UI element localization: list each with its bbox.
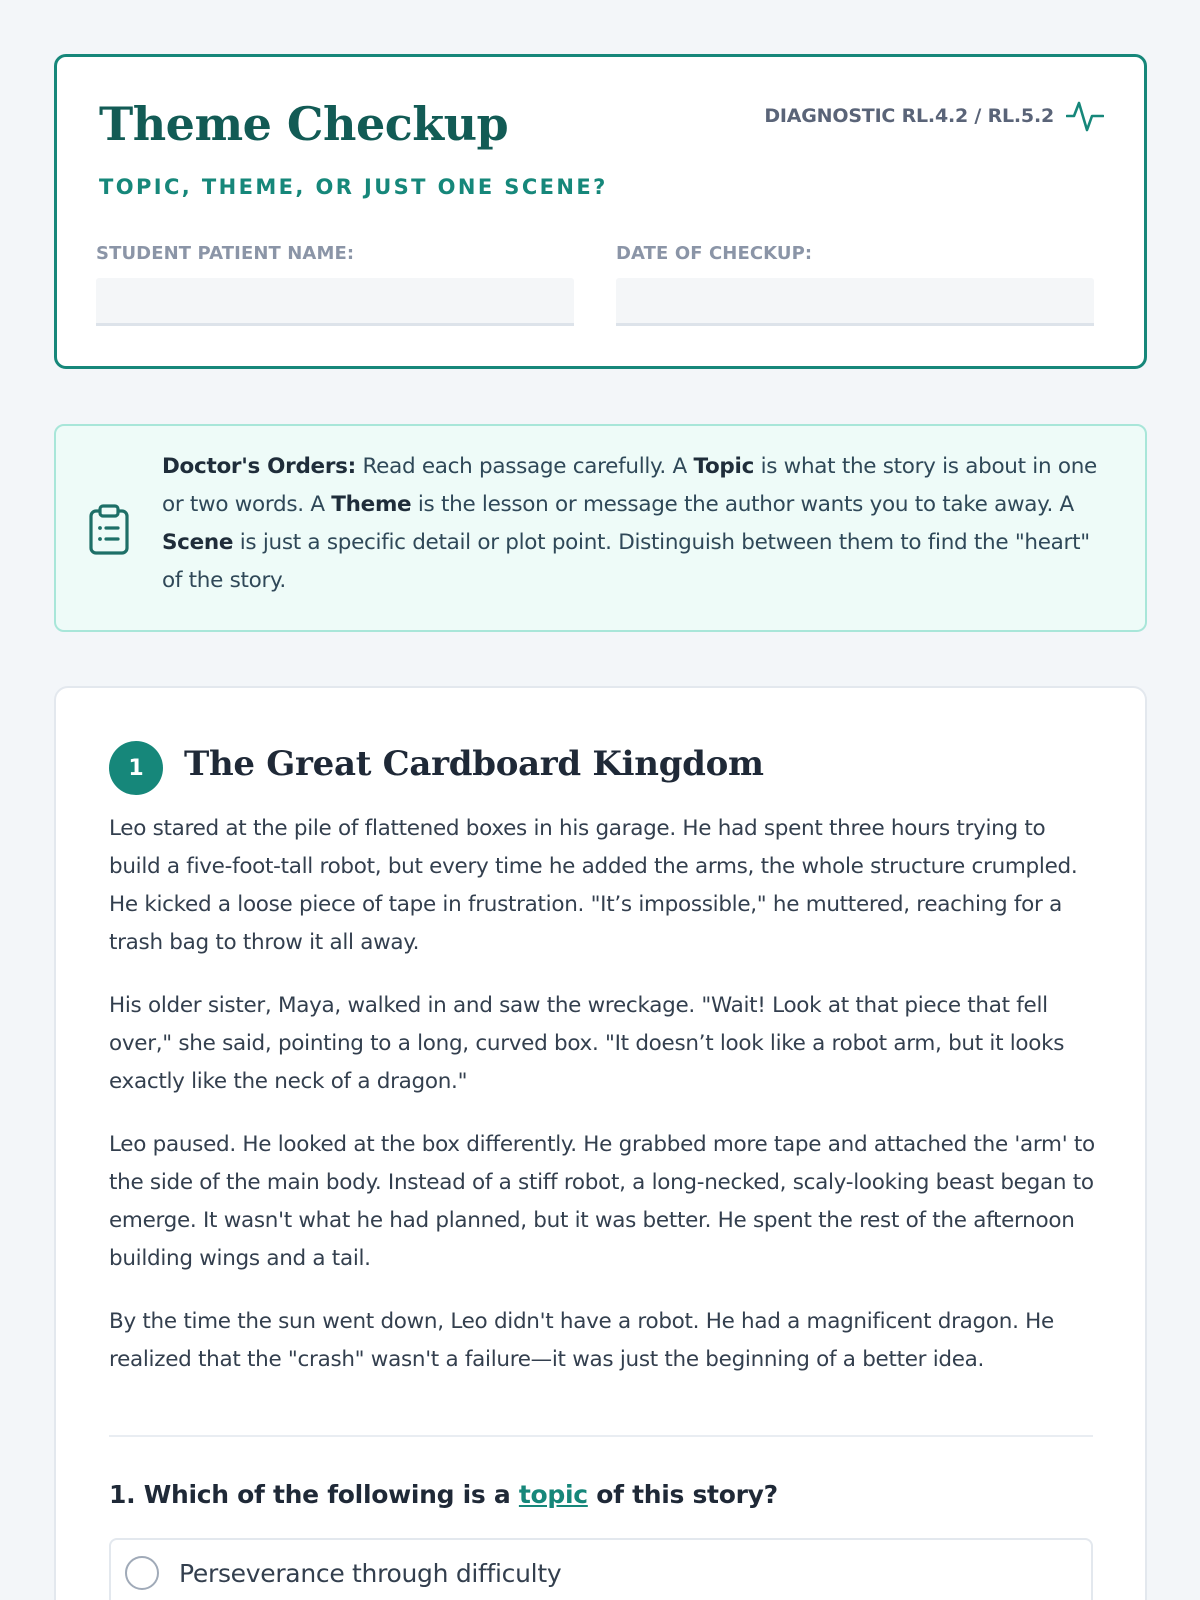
orders-keyword-scene: Scene [162, 530, 234, 555]
question-1-prompt [109, 1480, 778, 1509]
checkup-date-field [616, 243, 1094, 326]
orders-keyword-topic: Topic [693, 454, 755, 479]
orders-text-3: is the lesson or message the author wants you to take away. A [411, 492, 1074, 517]
radio-button[interactable] [125, 1556, 159, 1590]
student-name-input[interactable] [96, 278, 574, 326]
passage-paragraph: By the time the sun went down, Leo didn't have a robot. He had a magnificent dragon. He realized that the "crash" wasn't a failure—it was just the beginning of a better idea. [109, 1309, 1054, 1372]
student-name-label: STUDENT PATIENT NAME: [96, 243, 355, 264]
story-passage [109, 810, 1099, 1404]
passage-paragraph: Leo stared at the pile of flattened boxes in his garage. He had spent three hours trying to build a five-foot-tall robot, but every time he added the arms, the whole structure crumpled. He kicked a loose piece of tape in frustration. "It’s impossible," he muttered, reaching for a trash bag to throw it all away. [109, 816, 1078, 955]
answer-option-label: Perseverance through difficulty [179, 1558, 562, 1588]
diagnostic-label: DIAGNOSTIC RL.4.2 / RL.5.2 [764, 105, 1054, 127]
student-name-field [96, 243, 574, 326]
orders-text-1: Read each passage carefully. A [355, 454, 694, 479]
passage-paragraph: His older sister, Maya, walked in and saw the wreckage. "Wait! Look at that piece that fell over," she said, pointing to a long, curved box. "It doesn’t look like a robot arm, but it looks exactly like the neck of a dragon." [109, 993, 1065, 1094]
page-subtitle: TOPIC, THEME, OR JUST ONE SCENE? [99, 175, 608, 199]
question-highlight: topic [518, 1480, 588, 1509]
diagnostic-code [764, 97, 1104, 135]
orders-text-4: is just a specific detail or plot point. Distinguish between them to find the "heart" of the story. [162, 530, 1090, 593]
page-title: Theme Checkup [99, 97, 509, 151]
answer-option[interactable] [109, 1538, 1093, 1600]
header-card [54, 54, 1147, 369]
checkup-date-label: DATE OF CHECKUP: [616, 243, 813, 264]
pulse-icon [1066, 97, 1104, 135]
orders-keyword-theme: Theme [331, 492, 412, 517]
orders-lead: Doctor's Orders: [162, 454, 356, 479]
story-card [54, 686, 1147, 1600]
question-prefix: 1. Which of the following is a [109, 1480, 519, 1509]
orders-text-2: is what the story is about in one or two words. A [162, 454, 1097, 517]
story-title: The Great Cardboard Kingdom [184, 744, 764, 784]
passage-paragraph: Leo paused. He looked at the box differently. He grabbed more tape and attached the 'arm' to the side of the main body. Instead of a stiff robot, a long-necked, scaly-looking beast began to emerge. It wasn't what he had planned, but it was better. He spent the rest of the afternoon building wings and a tail. [109, 1132, 1095, 1271]
doctors-orders-box [54, 424, 1147, 632]
clipboard-list-icon [86, 504, 132, 556]
section-divider [109, 1435, 1093, 1437]
story-number-badge: 1 [109, 741, 163, 795]
question-suffix: of this story? [587, 1480, 778, 1509]
doctors-orders-text [162, 448, 1112, 600]
checkup-date-input[interactable] [616, 278, 1094, 326]
